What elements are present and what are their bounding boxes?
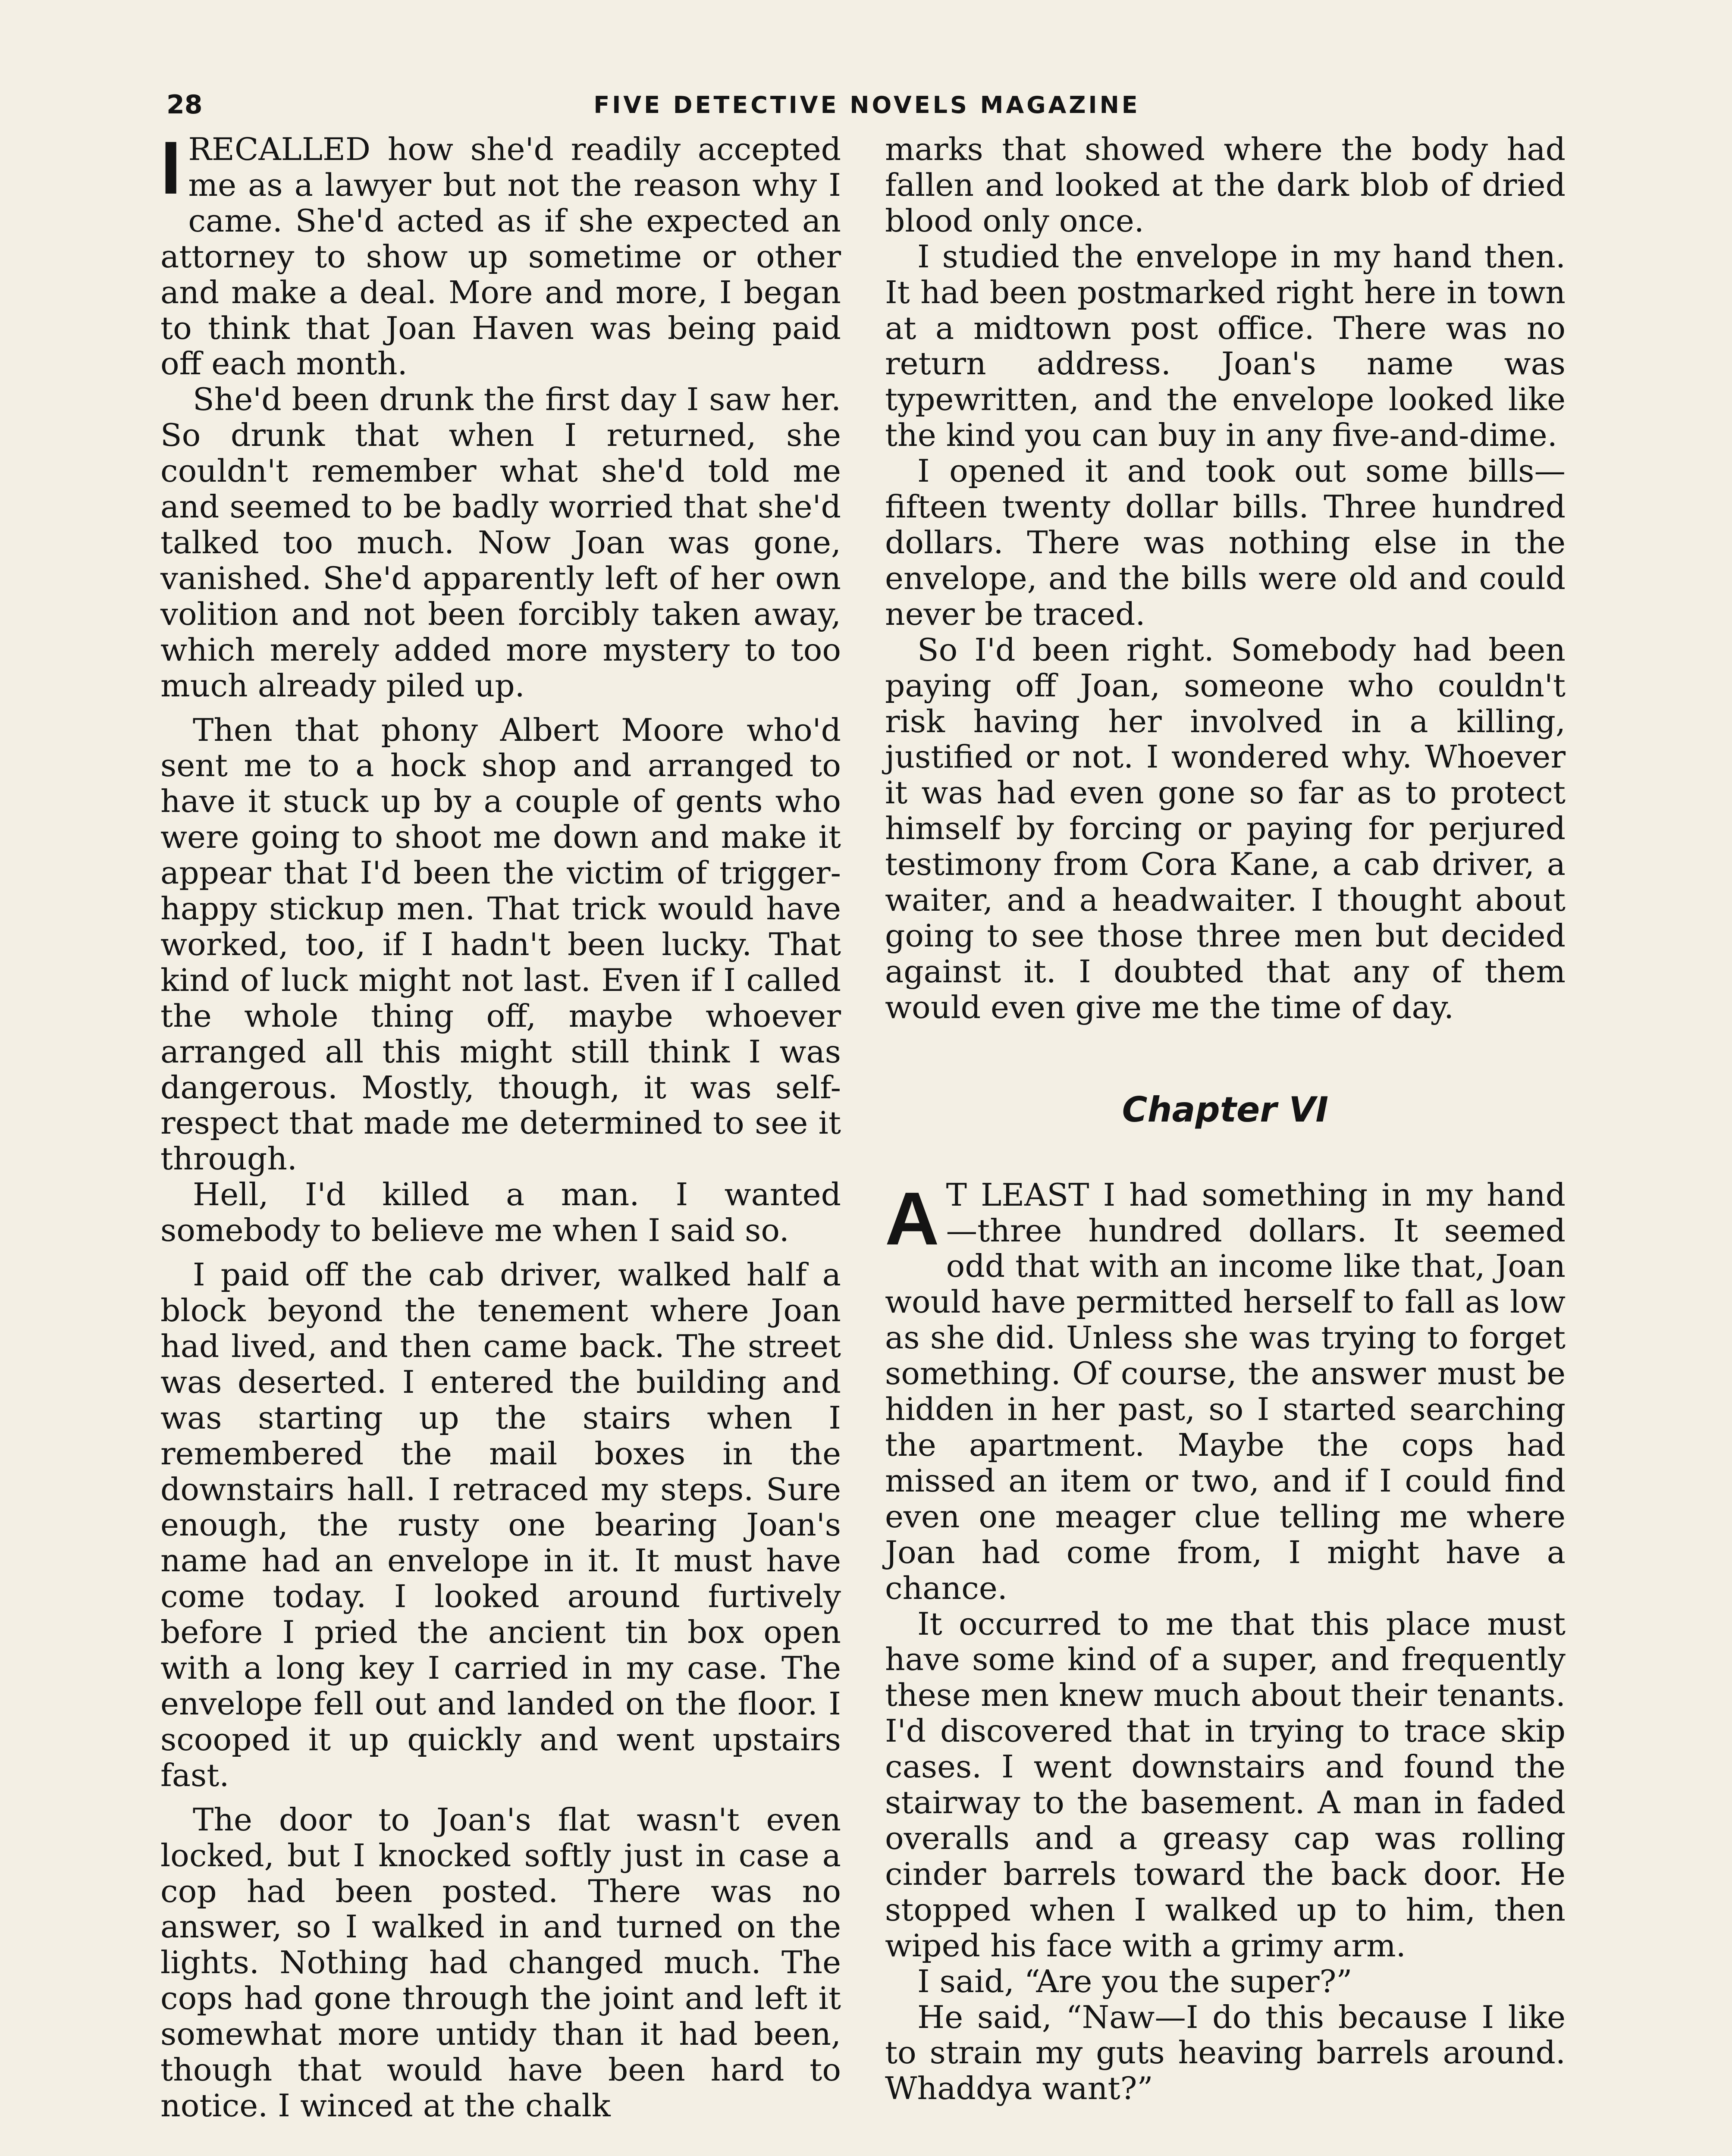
- paragraph: Hell, I'd killed a man. I wanted somebody to believe me when I said so.: [160, 1177, 841, 1249]
- paragraph: [160, 125, 841, 382]
- paragraph: I studied the envelope in my hand then. It had been postmarked right here in town at a midtown post office. There was no return address. Joan's name was typewritten, and the envelope looked like the kind you can buy in any five-and-dime.: [885, 238, 1566, 454]
- paragraph: It occurred to me that this place must have some kind of a super, and frequently these men knew much about their tenants. I'd discovered that in trying to trace skip cases. I went downstairs and found the stairway to the basement. A man in faded overalls and a greasy cap was rolling cinder barrels toward the back door. He stopped when I walked up to him, then wiped his face with a grimy arm.: [885, 1606, 1566, 1964]
- paragraph: He said, “Naw—I do this because I like to strain my guts heaving barrels around. Whaddya want?”: [885, 1999, 1566, 2107]
- paragraph: So I'd been right. Somebody had been paying off Joan, someone who couldn't risk having her involved in a killing, justified or not. I wondered why. Whoever it was had even gone so far as to protect himself by forcing or paying for perjured testimony from Cora Kane, a cab driver, a waiter, and a headwaiter. I thought about going to see those three men but decided against it. I doubted that any of them would even give me the time of day.: [885, 632, 1566, 1026]
- paragraph: Then that phony Albert Moore who'd sent me to a hock shop and arranged to have it stuck up by a couple of gents who were going to shoot me down and make it appear that I'd been the victim of trigger-happy stickup men. That trick would have worked, too, if I hadn't been lucky. That kind of luck might not last. Even if I called the whole thing off, maybe whoever arranged all this might still think I was dangerous. Mostly, though, it was self-respect that made me determined to see it through.: [160, 712, 841, 1178]
- paragraph: The door to Joan's flat wasn't even locked, but I knocked softly just in case a cop had been posted. There was no answer, so I walked in and turned on the lights. Nothing had changed much. The cops had gone through the joint and left it somewhat more untidy than it had been, though that would have been hard to notice. I winced at the chalk: [160, 1802, 841, 2124]
- paragraph: I opened it and took out some bills—fifteen twenty dollar bills. Three hundred dollars. There was nothing else in the envelope, and the bills were old and could never be traced.: [885, 453, 1566, 633]
- left-column: [160, 125, 841, 2124]
- paragraph-text: RECALLED how she'd readily accepted me as a lawyer but not the reason why I came. She'd acted as if she expected an attorney to show up sometime or other and make a deal. More and more, I began to think that Joan Haven was being paid off each month.: [160, 132, 841, 382]
- paragraph: I paid off the cab driver, walked half a block beyond the tenement where Joan had lived, and then came back. The street was deserted. I entered the building and was starting up the stairs when I remembered the mail boxes in the downstairs hall. I retraced my steps. Sure enough, the rusty one bearing Joan's name had an envelope in it. It must have come today. I looked around furtively before I pried the ancient tin box open with a long key I carried in my case. The envelope fell out and landed on the floor. I scooped it up quickly and went upstairs fast.: [160, 1257, 841, 1794]
- running-head: FIVE DETECTIVE NOVELS MAGAZINE: [593, 91, 1140, 119]
- chapter-heading: Chapter VI: [1122, 1089, 1329, 1130]
- paragraph: I said, “Are you the super?”: [917, 1963, 1352, 2000]
- drop-cap: A: [885, 1176, 939, 1260]
- paragraph: She'd been drunk the first day I saw her. So drunk that when I returned, she couldn't remember what she'd told me and seemed to be badly worried that she'd talked too much. Now Joan was gone, vanished. She'd apparently left of her own volition and not been forcibly taken away, which merely added more mystery to too much already piled up.: [160, 382, 841, 704]
- right-column: [885, 132, 1566, 2107]
- paragraph-text: T LEAST I had something in my hand—three hundred dollars. It seemed odd that with an income like that, Joan would have permitted herself to fall as low as she did. Unless she was trying to forget something. Of course, the answer must be hidden in her past, so I started searching the apartment. Maybe the cops had missed an item or two, and if I could find even one meager clue telling me where Joan had come from, I might have a chance.: [885, 1177, 1566, 1607]
- paragraph: [885, 1178, 1566, 1607]
- drop-cap: I: [160, 125, 182, 210]
- paragraph: marks that showed where the body had fallen and looked at the dark blob of dried blood only once.: [885, 132, 1566, 239]
- page-number: 28: [166, 90, 203, 120]
